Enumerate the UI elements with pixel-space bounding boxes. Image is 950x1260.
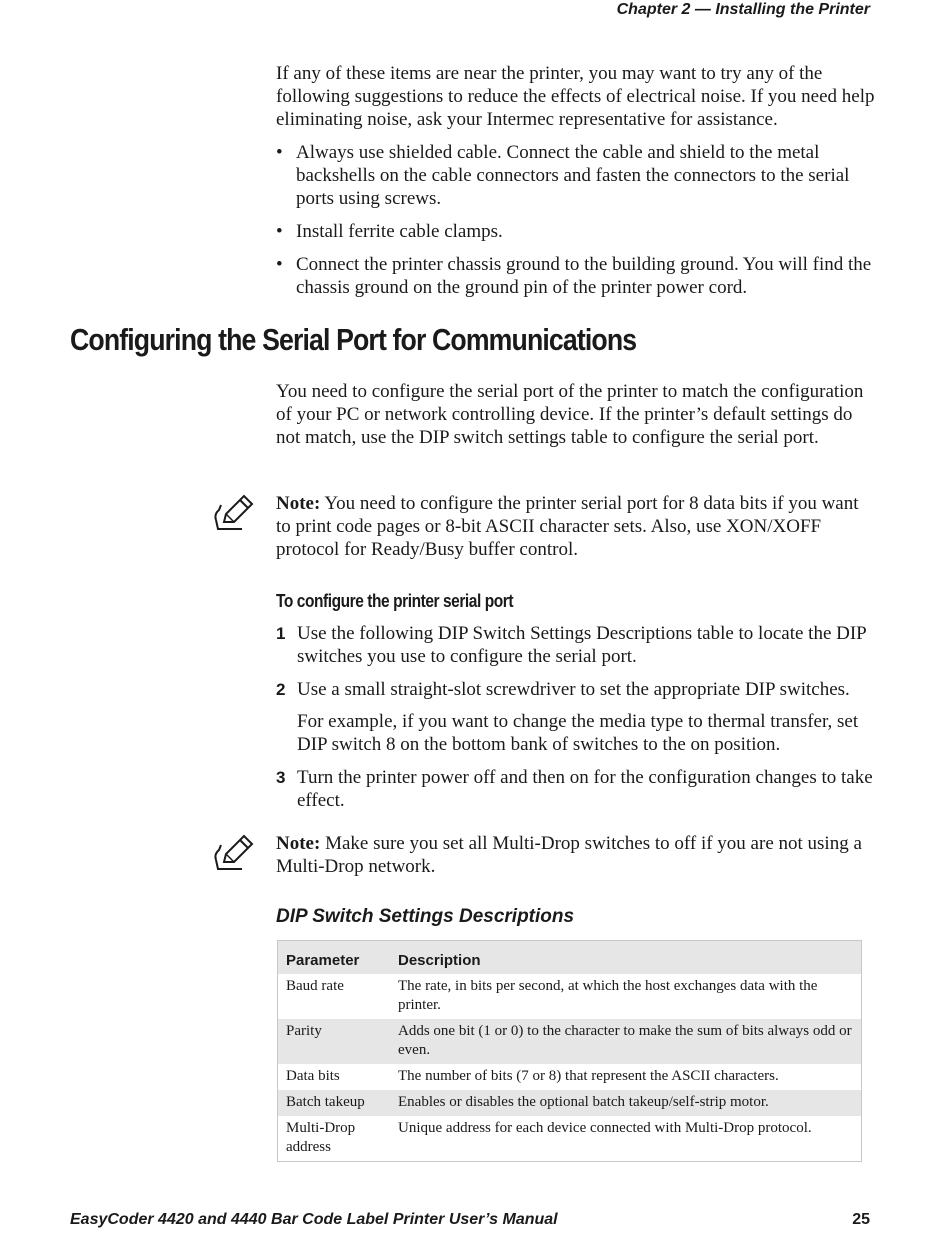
running-header: Chapter 2 — Installing the Printer [616, 1, 870, 18]
column-header-description: Description [390, 941, 862, 975]
table-row: Multi-Drop address Unique address for each device connected with Multi-Drop protocol. [286, 1120, 812, 1155]
bullet-icon: • [276, 221, 283, 242]
table-title: DIP Switch Settings Descriptions [276, 906, 575, 927]
section-title: Configuring the Serial Port for Communications [70, 322, 637, 357]
list-item: • Always use shielded cable. Connect the cable and shield to the metal backshells on the cable connectors and fasten the connectors to the serial ports using screws. [276, 142, 850, 209]
intro-block [276, 62, 876, 309]
note-pencil-icon [212, 492, 256, 532]
note-text: You need to configure the printer serial port for 8 data bits if you want to print code pages or 8-bit ASCII character sets. Also, use XON/XOFF protocol for Ready/Busy buffer control. [276, 493, 859, 560]
procedure-title: To configure the printer serial port [276, 591, 514, 611]
step-example: For example, if you want to change the media type to thermal transfer, set DIP switch 8 on the bottom bank of switches to the on position. [297, 711, 859, 755]
note-pencil-icon [212, 832, 256, 872]
note-text: Make sure you set all Multi-Drop switches to off if you are not using a Multi-Drop network. [276, 833, 862, 877]
bullet-icon: • [276, 254, 283, 275]
table-header-row [278, 941, 862, 975]
running-footer [70, 1210, 870, 1230]
column-header-parameter: Parameter [278, 941, 391, 975]
page-number: 25 [852, 1211, 870, 1228]
list-item: • Install ferrite cable clamps. [276, 221, 503, 242]
section-paragraph: You need to configure the serial port of the printer to match the configuration of your PC or network controlling device. If the printer’s default settings do not match, use the DIP switch settings table to configure the serial port. [276, 381, 864, 448]
procedure-steps [276, 622, 876, 822]
table-row: Batch takeup Enables or disables the optional batch takeup/self-strip motor. [278, 1090, 862, 1116]
table-row: Baud rate The rate, in bits per second, at which the host exchanges data with the printer. [286, 978, 818, 1013]
noise-suggestion-list [276, 141, 876, 299]
footer-title: EasyCoder 4420 and 4440 Bar Code Label Printer User’s Manual [70, 1211, 558, 1228]
table-row: Parity Adds one bit (1 or 0) to the character to make the sum of bits always odd or even. [278, 1019, 862, 1064]
note-label: Note: [276, 833, 321, 854]
section-intro [276, 380, 876, 449]
step-item: 1 Use the following DIP Switch Settings Descriptions table to locate the DIP switches you use to configure the serial port. [276, 623, 867, 667]
bullet-icon: • [276, 142, 283, 163]
note-label: Note: [276, 493, 321, 514]
note-1 [276, 492, 876, 561]
step-item: 3 Turn the printer power off and then on for the configuration changes to take effect. [276, 767, 873, 811]
step-item: 2 Use a small straight-slot screwdriver to set the appropriate DIP switches. For example, if you want to change the media type to thermal transfer, set DIP switch 8 on the bottom bank of switches to the on position. [276, 678, 876, 756]
dip-switch-table [277, 940, 862, 1162]
list-item: • Connect the printer chassis ground to the building ground. You will find the chassis ground on the ground pin of the printer power cord. [276, 254, 872, 298]
intro-paragraph: If any of these items are near the printer, you may want to try any of the following suggestions to reduce the effects of electrical noise. If you need help eliminating noise, ask your Intermec representative for assistance. [276, 63, 875, 130]
note-2 [276, 832, 876, 878]
table-row: Data bits The number of bits (7 or 8) that represent the ASCII characters. [286, 1068, 779, 1084]
